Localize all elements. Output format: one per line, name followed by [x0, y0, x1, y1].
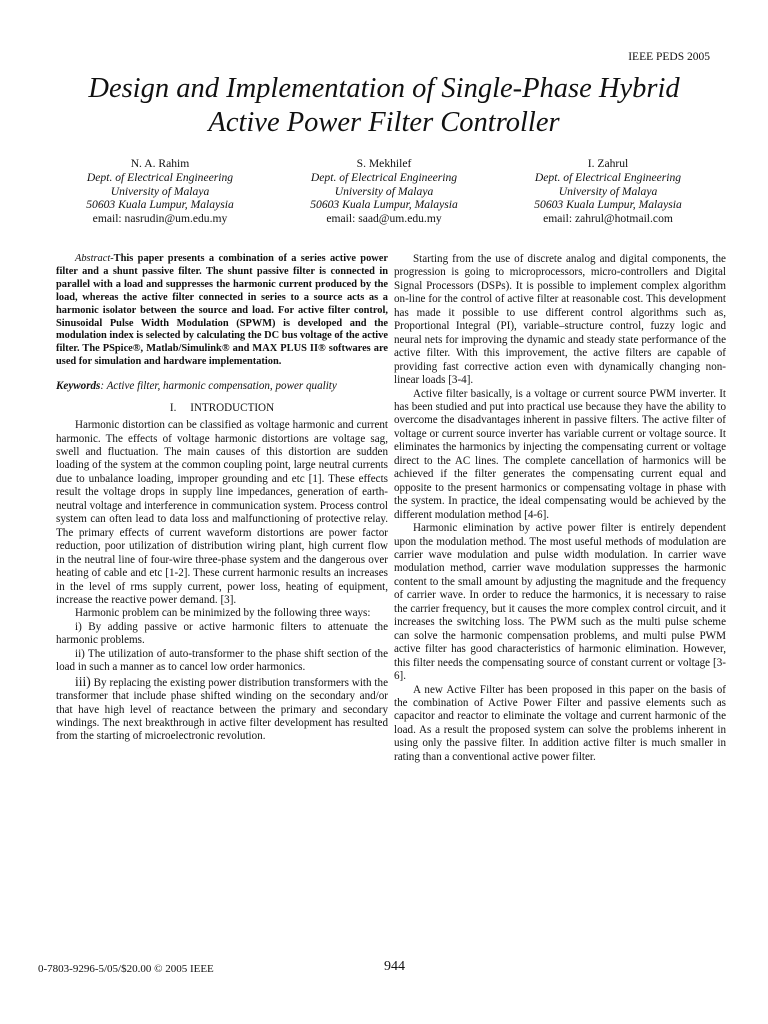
intro-paragraph-2: Harmonic problem can be minimized by the following three ways:	[75, 607, 371, 620]
title-line-1: Design and Implementation of Single-Phase Hybrid	[88, 73, 680, 104]
author-university: University of Malaya	[334, 184, 434, 198]
author-email: email: saad@um.edu.my	[326, 212, 442, 226]
keywords	[56, 380, 388, 393]
intro-list-item-1: i) By adding passive or active harmonic filters to attenuate the harmonic problems.	[56, 620, 388, 647]
author-university: University of Malaya	[558, 184, 658, 198]
author-1	[40, 157, 280, 226]
author-name: N. A. Rahim	[130, 157, 190, 170]
author-email: email: nasrudin@um.edu.my	[92, 212, 228, 226]
author-email: email: zahrul@hotmail.com	[543, 212, 673, 226]
abstract-label: Abstract-	[75, 253, 114, 264]
intro-paragraph-1: Harmonic distortion can be classified as voltage harmonic and current harmonic. The effects of voltage harmonic distortions are voltage sag, swell and fluctuation. The main causes of this distortion are sudden loading of the system at the common coupling point, large neutral currents due to unbalance loading, improper grounding and etc [1]. These effects result the voltage drops in supply line impedances, generation of earth-neutral voltage and interference in communication system. Process control system can often lead to data loss and malfunctioning of protective relay. The primary effects of current waveform distortions are power factor reduction, poor utilization of distribution wiring plant, high current flow in the neutral line of four-wire three-phase system and the dangerous over heating of cable and etc [1-2]. These current harmonic results an increases in the level of rms supply current, power loss, heating of equipment, increase the reactive power demand. [3].	[56, 419, 388, 606]
keywords-label: Keywords	[56, 380, 101, 393]
intro-list-item-2: ii) The utilization of auto-transformer to the phase shift section of the load in such a manner as to cancel low order harmonics.	[56, 647, 388, 674]
author-address: 50603 Kuala Lumpur, Malaysia	[310, 198, 458, 212]
keywords-text: : Active filter, harmonic compensation, power quality	[100, 380, 337, 393]
abstract-text: This paper presents a combination of a series active power filter and a shunt passive filter. The shunt passive filter is connected in parallel with a load and suppresses the harmonic current produced by the load, whereas the active filter connected in series to a source acts as a harmonic isolator between the source and load. For active filter control, Sinusoidal Pulse Width Modulation (SPWM) is developed and the modulation index is selected by calculating the DC bus voltage of the active filter. The PSpice®, Matlab/Simulink® and MAX PLUS II® softwares are used for simulation and hardware implementation.	[56, 253, 388, 368]
left-column	[56, 253, 388, 744]
title-line-2: Active Power Filter Controller	[208, 107, 560, 138]
conference-label: IEEE PEDS 2005	[628, 51, 710, 63]
author-dept: Dept. of Electrical Engineering	[86, 170, 234, 184]
list-item-3-lead: iii)	[75, 673, 91, 689]
author-3	[488, 157, 728, 226]
intro-paragraph-4: Active filter basically, is a voltage or current source PWM inverter. It has been studied and put into practical use because they have the ability to overcome the disadvantages inherent in passive filters. The active filter of voltage or current source inverter has variable current or voltage source. It eliminates the harmonics by injecting the compensating current or voltage direct to the AC lines. The complete cancellation of harmonics will be achieved if the filter generates the compensating current equal and opposite to the present harmonics or compensating voltage in phase with the system. In practice, the ideal compensating would be achieved by the different modulation method [4-6].	[394, 387, 726, 521]
author-name: I. Zahrul	[587, 157, 629, 170]
intro-paragraph-6: A new Active Filter has been proposed in this paper on the basis of the combination of Active Power Filter and passive elements such as capacitor and reactor to eliminate the voltage and current harmonic of the load. As a result the proposed system can solve the problems inherent in using only the passive filter. In addition active filter is much smaller in rating than a conventional active power filter.	[394, 683, 726, 763]
author-address: 50603 Kuala Lumpur, Malaysia	[534, 198, 682, 212]
section-title: INTRODUCTION	[190, 401, 275, 414]
author-university: University of Malaya	[110, 184, 210, 198]
paper-title	[40, 72, 728, 140]
author-dept: Dept. of Electrical Engineering	[534, 170, 682, 184]
author-2	[264, 157, 504, 226]
section-heading	[56, 402, 388, 415]
intro-paragraph-5: Harmonic elimination by active power filter is entirely dependent upon the modulation method. The most useful methods of modulation are carrier wave modulation and pulse width modulation. In carrier wave modulation method, carrier wave modulation suppresses the harmonic content to the small amount by adjusting the magnitude and the frequency of carrier wave. In order to reduce the harmonics, it is necessary to raise the carrier frequency, but it causes the more complex control circuit, and it increases the switching loss. The PWM such as the multi pulse scheme can solve the harmonic compensation problems, and multi pulse PWM active filter has good characteristics of harmonic elimination. However, this filter needs the compensating source of constant current or voltage [3-6].	[394, 522, 726, 683]
author-dept: Dept. of Electrical Engineering	[310, 170, 458, 184]
copyright-footer: 0-7803-9296-5/05/$20.00 © 2005 IEEE	[38, 963, 214, 975]
abstract	[56, 253, 388, 369]
intro-list-item-3	[56, 675, 388, 744]
page-number: 944	[384, 959, 405, 974]
right-column	[394, 253, 726, 764]
list-item-3-text: By replacing the existing power distribution transformers with the transformer that include phase shifted winding on the secondary and/or that have high level of reactance between the primary and secondary windings. The next breakthrough in active filter development has resulted from the starting of microelectronic revolution.	[56, 676, 388, 743]
section-number: I.	[169, 401, 177, 414]
intro-paragraph-3: Starting from the use of discrete analog and digital components, the progression is going to microprocessors, micro-controllers and Digital Signal Processors (DSPs). It is possible to implement complex algorithm on-line for the control of active filter at reasonable cost. This development has made it possible to use different control algorithms such as, Proportional Integral (PI), variable–structure control, fuzzy logic and neural nets for improving the dynamic and steady state performance of the active filter. With this improvement, the active filters are capable of providing fast corrective action even with dynamically changing non-linear loads [3-4].	[394, 253, 726, 387]
author-name: S. Mekhilef	[356, 157, 412, 170]
author-address: 50603 Kuala Lumpur, Malaysia	[86, 198, 234, 212]
